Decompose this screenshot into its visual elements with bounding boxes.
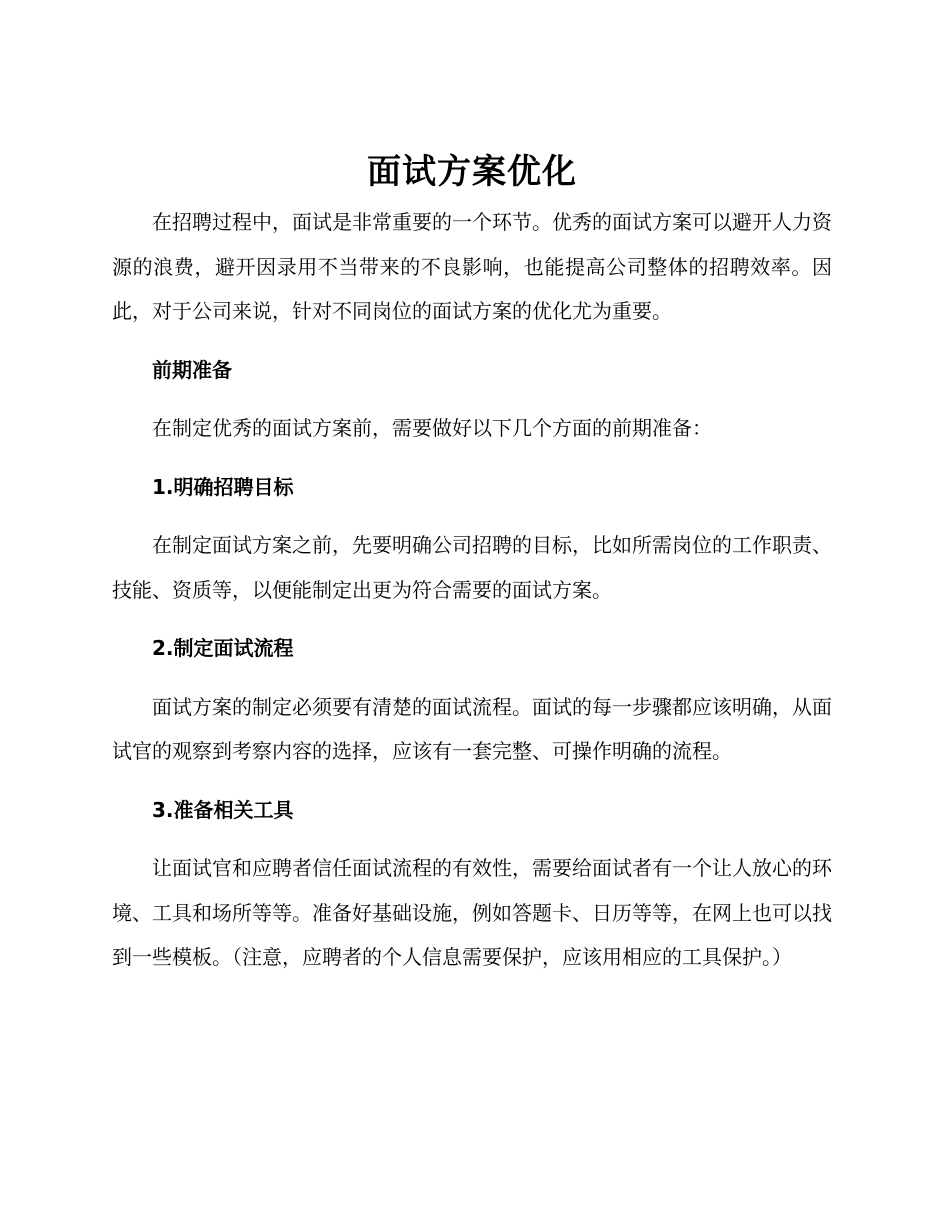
item-heading-3: 3.准备相关工具 xyxy=(152,797,294,822)
spacer xyxy=(112,832,832,846)
spacer xyxy=(112,451,832,465)
spacer xyxy=(112,612,832,626)
section-intro-paragraph: 在制定优秀的面试方案前，需要做好以下几个方面的前期准备： xyxy=(152,416,712,440)
spacer xyxy=(112,774,832,788)
document-title: 面试方案优化 xyxy=(367,152,577,192)
spacer xyxy=(112,671,832,685)
section-heading: 前期准备 xyxy=(152,357,232,382)
intro-paragraph: 在招聘过程中，面试是非常重要的一个环节。优秀的面试方案可以避开人力资源的浪费，避开因录用不当带来的不良影响，也能提高公司整体的招聘效率。因此，对于公司来说，针对不同岗位的面试方案的优化尤为重要。 xyxy=(112,210,832,323)
item-heading-1: 1.明确招聘目标 xyxy=(152,474,294,499)
item-body-3: 让面试官和应聘者信任面试流程的有效性，需要给面试者有一个让人放心的环境、工具和场所等等。准备好基础设施，例如答题卡、日历等等，在网上也可以找到一些模板。（注意，应聘者的个人信息需要保护，应该用相应的工具保护。） xyxy=(112,856,832,969)
spacer xyxy=(112,334,832,348)
spacer xyxy=(112,392,832,406)
item-heading-2: 2.制定面试流程 xyxy=(152,636,294,660)
spacer xyxy=(112,509,832,523)
item-body-2: 面试方案的制定必须要有清楚的面试流程。面试的每一步骤都应该明确，从面试官的观察到考察内容的选择，应该有一套完整、可操作明确的流程。 xyxy=(112,694,832,763)
document-page xyxy=(112,148,832,980)
item-body-1: 在制定面试方案之前，先要明确公司招聘的目标，比如所需岗位的工作职责、技能、资质等，以便能制定出更为符合需要的面试方案。 xyxy=(112,533,832,602)
